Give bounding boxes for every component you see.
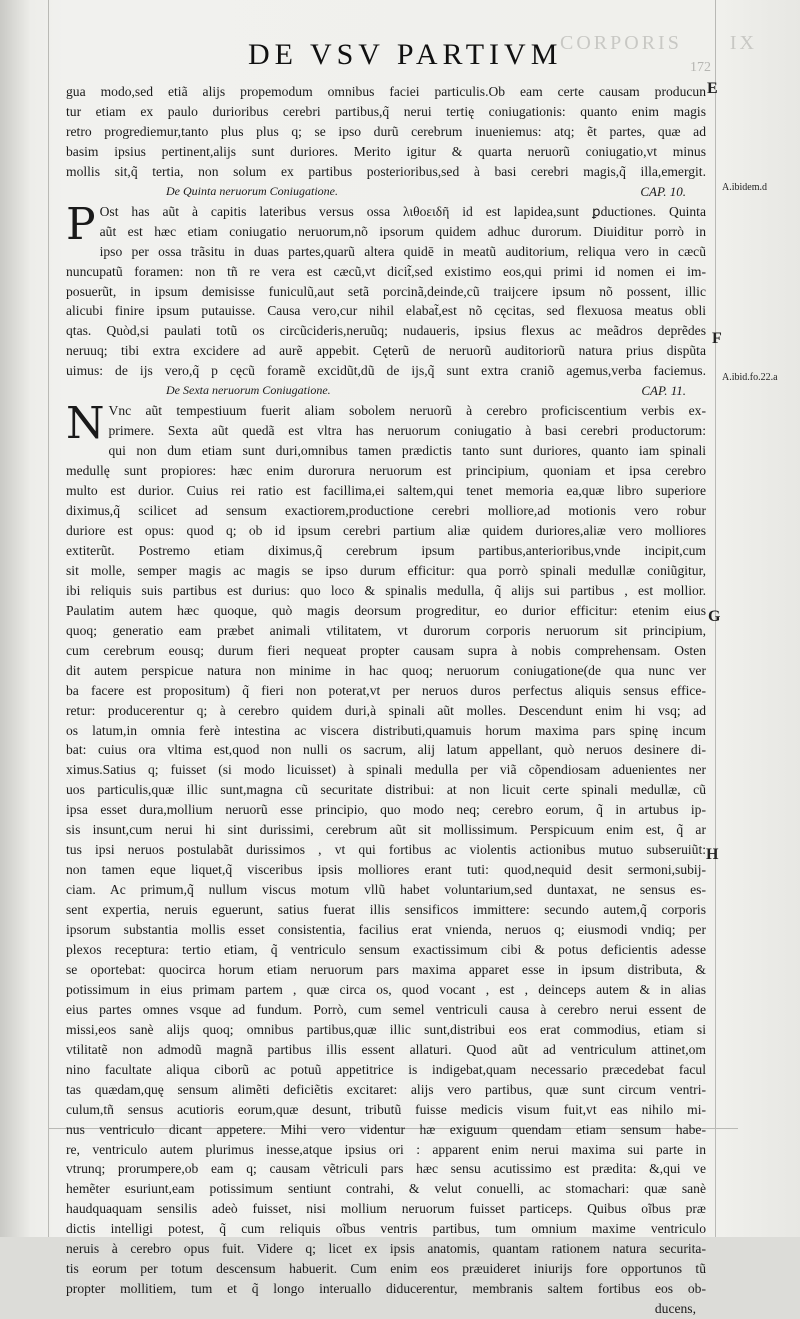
text-line: vtrunq; prorumpere,ob eam q; causam vẽtriculi pars hæc sensu acutissimo est prædita: &,qui ve [66,1161,706,1177]
text-line: hemẽter esuriunt,eam potissimum sentiunt contrahi, & velut conuelli, ac stomachari: quæ sanè [66,1181,706,1197]
section-marker-f: F [712,330,722,347]
main-text-block [66,82,706,1319]
text-line: primere. Sexta aũt quedã est vltra has neruorum coniugatio à basi cerebri productorum: [108,423,706,439]
text-line: ibi reliquis suis partibus est durius: quo loco & spinalis medulla, q̃ alijs sui partibus , est mollior. [66,582,706,598]
text-line: ipso per ossa trãsitu in duas partes,quarũ altera quidē in meatũ auditorium, reliqua vero in cæcũ [99,243,706,259]
text-line: ximus.Satius q; fuisset (si modo licuisset) à spinali medulla per viã cõpendiosam aduenientes ner [66,762,706,778]
bleed-through-title: CORPORIS IX [560,32,757,54]
text-line: sent expertia, neruis eguerunt, satius fuerat illis sensificos immittere: secundo autem,q̃ corporis [66,902,706,918]
chapter-10-title: De Quinta neruorum Coniugatione. [166,183,338,198]
margin-note: A.ibid.fo.22.a [722,372,778,383]
chapter-10-drop-cap: P [66,198,96,250]
text-line: extiterũt. Postremo etiam diximus,q̃ cerebrum ipsum partibus,anterioribus,vnde incipit,cum [66,542,706,558]
text-line: tur etiam ex paulo durioribus cerebri partibus,q̃ nerui tertię coniugationis: quanto enim magis [66,103,706,119]
catchword: ducens, [654,1301,696,1317]
chapter-11-heading [66,381,706,401]
section-marker-h: H [706,846,719,863]
text-line: ba facere est propositum) q̃ fieri non poterat,vt per neruos duros perfectus aliquis sensus effice- [66,682,706,698]
chapter-11-title: De Sexta neruorum Coniugatione. [166,383,331,398]
text-line: missi,eos sanè alijs quoq; omnibus partibus,quæ illic sunt,distribui eos erat commodius, etiam si [66,1021,706,1037]
text-line: propter mollitiem, tum et q̃ longo interuallo diducerentur, membranis saltem fortibus eos ob- [66,1281,706,1297]
page-frame-left-rule [48,0,49,1237]
chapter-11-number: CAP. 11. [641,383,686,399]
text-line: nuncupatũ foramen: non tñ re vera est cæcũ,vt dicit̃,sed existimo eos,qui primi id nomen ei im- [66,263,706,279]
text-line: potissimum in eius primam partem , quæ circa os, quod vocant , est , deinceps autem & in alias [66,981,706,997]
text-line: dictis intelligi potest, q̃ cum reliquis oĩbus ventris partibus, tum omnium maxime ventriculo [66,1221,706,1237]
text-line: eius partes omnes vsque ad fundum. Porrò, cum semel ventriculi causa à cerebro nerui essent de [66,1001,706,1017]
section-marker-e: E [707,80,718,97]
text-line: ipsa esset dura,mollium neruorũ esse principio, quo modo neq; cerebro eorum, q̃ in artubus ip- [66,802,706,818]
text-line: retro progrediemur,tanto plus plus q; se ipso durũ cerebrum inueniemus: atq; ẽt partes, quæ ad [66,123,706,139]
text-line: os latum,in omnia ferè intestina ac viscera distributi,quamuis horum maxima pars spinę incum [66,722,706,738]
text-line: duriore est opus: quod q; ob id ipsum cerebri partium aliæ quidem duriores,aliæ vero molliores [66,522,706,538]
text-line: qui non dum etiam sunt duri,omnibus tamen prædictis tanto sunt duriores, quanto iam spinali [108,443,706,459]
text-line: neruuq; tibi extra excidere ad aurẽ appebit. Cęterũ de neruorũ auditoriorũ natura prius dispũta [66,343,706,359]
text-line: plexos receptura: tertio etiam, q̃ ventriculo sensum exactissimum cibi & potus deficientis adesse [66,941,706,957]
text-line: nus ventriculo dicant appetere. Mihi vero videntur hæ exiguum quendam etiam sensum habe- [66,1121,706,1137]
chapter-10-heading [66,182,706,202]
text-line: cum cerebrum eousq; durum fieri nequeat propter causam supra à nobis comprehensam. Osten [66,642,706,658]
section-marker-g: G [708,608,721,625]
text-line: retur: producerentur q; à cerebro quidem duri,à spinali aũt molles. Descendunt enim hi vsq; ad [66,702,706,718]
text-line: sis insunt,cum nerui hi sint durissimi, cerebrum aũt sit mollissimum. Perspicuum enim est, q̃ ar [66,822,706,838]
chapter-11-drop-cap: N [66,398,105,450]
text-line: uimus: de ijs vero,q̃ p cęcũ foramẽ excidũt,dũ de ijs,q̃ sunt extra craniõ agemus,verba faciemus. [66,363,706,379]
text-line: tus ipsi neruos postulabãt durissimos , vt qui fortibus ac violentis actionibus mutuo subseruiũt: [66,842,706,858]
text-line: qtas. Quòd,si paulati totũ os circũcideris,neruũq; nudaueris, ipsius flexus ac meãdros deprẽdes [66,323,706,339]
text-line: Vnc aũt tempestiuum fuerit aliam sobolem neruorũ à cerebro proficiscentium verbis ex- [108,403,706,419]
text-line: ciam. Ac primum,q̃ nullum viscus motum vllũ habet voluntarium,sed duntaxat, ne sensus es- [66,882,706,898]
text-line: mollis sit,q̃ tertia, non solum ex partibus posterioribus,sed à basi cerebri magis,q̃ illa,emergit. [66,163,706,179]
text-line: Ost has aũt à capitis lateribus versus ossa λιθοειδῆ id est lapidea,sunt ꝑductiones. Quinta [99,203,706,219]
text-line: uos particulis,quæ illic sunt,magna cũ securitate distribui: at non licuit certe spinali medullæ, cũ [66,782,706,798]
text-line: se oportebat: quocirca horum etiam neruorum pars maxima apparet esse in ipsum distributa, & [66,961,706,977]
text-line: neruis à cerebro opus fuit. Videre q; licet ex ipsis anatomis, quantam rationem natura securita- [66,1241,706,1257]
page-number: 172 [690,60,711,75]
page-gutter-shadow [0,0,30,1237]
text-line: quoq; generatio eam præbet animali vtilitatem, vt durorum corporis neruorum sit principium, [66,622,706,638]
text-line: sit molle, semper magis ac magis se ipso durum efficitur: qua porrò spinali medullæ coniũgitur, [66,562,706,578]
text-line: non tamen eque liquet,q̃ visceribus ipsis molliores erant tuti: quod,nequid desit sermoni,subij- [66,862,706,878]
text-line: aũt est hæc etiam coniugatio neruorum,nõ ipsorum quidem adhuc durorum. Diuiditur porrò in [99,223,706,239]
chapter-10-number: CAP. 10. [640,183,686,199]
text-line: dit autem perspicue natura non minime in hac quoq; neruorum coniugatione(de qua nunc ver [66,662,706,678]
text-line: tas quædam,quę sensum alimẽti deficiẽtis excitaret: alijs vero partibus, quæ sunt circum ventri- [66,1081,706,1097]
text-line: Paulatim autem hæc quoque, quò magis deorsum progreditur, eo durior efficitur: etenim eius [66,602,706,618]
text-line: gua modo,sed etiã alijs propemodum omnibus faciei particulis.Ob eam certe causam producun [66,84,706,99]
text-line: multo est durior. Cuius rei ratio est facillima,ei saltem,qui tenet memoria ea,quæ libro superiore [66,483,706,499]
text-line: nino facultate aliqua ciborũ ac potuũ appetitrice is indigebat,quam necessario præcedebat facul [66,1061,706,1077]
text-line: tis eorum per totum descensum habuerit. Cum enim eos præuideret iniurijs fore opportunos tũ [66,1261,706,1277]
text-line: ipsorum substantia mollis esset consistentia, facilius erat vnienda, neruos q; eiusmodi vndiq; per [66,922,706,938]
text-line: alicubi finire ipsum putauisse. Causa vero,cur nihil elabat̃,est nõ cęcitas, sed flexuosa meatus obli [66,303,706,319]
text-line: re, ventriculo autem plurimus inesse,atque ipsius ori : apparent enim nerui maxima sui parte in [66,1141,706,1157]
text-line: vtilitatẽ non admodũ magnã partibus illis essent allaturi. Quod aũt ad ventriculum attinet,om [66,1041,706,1057]
running-head-title: DE VSV PARTIVM [248,38,563,71]
text-line: medullę sunt propiores: hæc enim durorura neruorum est principium, quoniam et ipsa cerebro [66,463,706,479]
text-line: bat: cuius ora vltima est,quod non nulli os sacrum, alij latum appellant, quò neruos desinere di- [66,742,706,758]
text-line: basim ipsius pertinent,alijs sunt duriores. Merito igitur & quarta neruorũ coniugatio,vt minus [66,143,706,159]
text-line: culum,tñ sensus acutioris eorum,quæ desunt, tributũ fuisse medicis visum fuit,vt eas nihilo mi- [66,1101,706,1117]
text-line: posuerũt, in ipsum demisisse funiculũ,aut setã porcinã,deinde,cũ traijcere ipsum nõ possent, illic [66,283,706,299]
text-line: haudquaquam sensilis adeò fuisset, nisi mollium neruorum fuisset particeps. Quibus oĩbus præ [66,1201,706,1217]
margin-note: A.ibidem.d [722,182,767,193]
text-line: diximus,q̃ scilicet ad sensum exactiorem,productione cerebri molliore,ad motionis vero robur [66,503,706,519]
